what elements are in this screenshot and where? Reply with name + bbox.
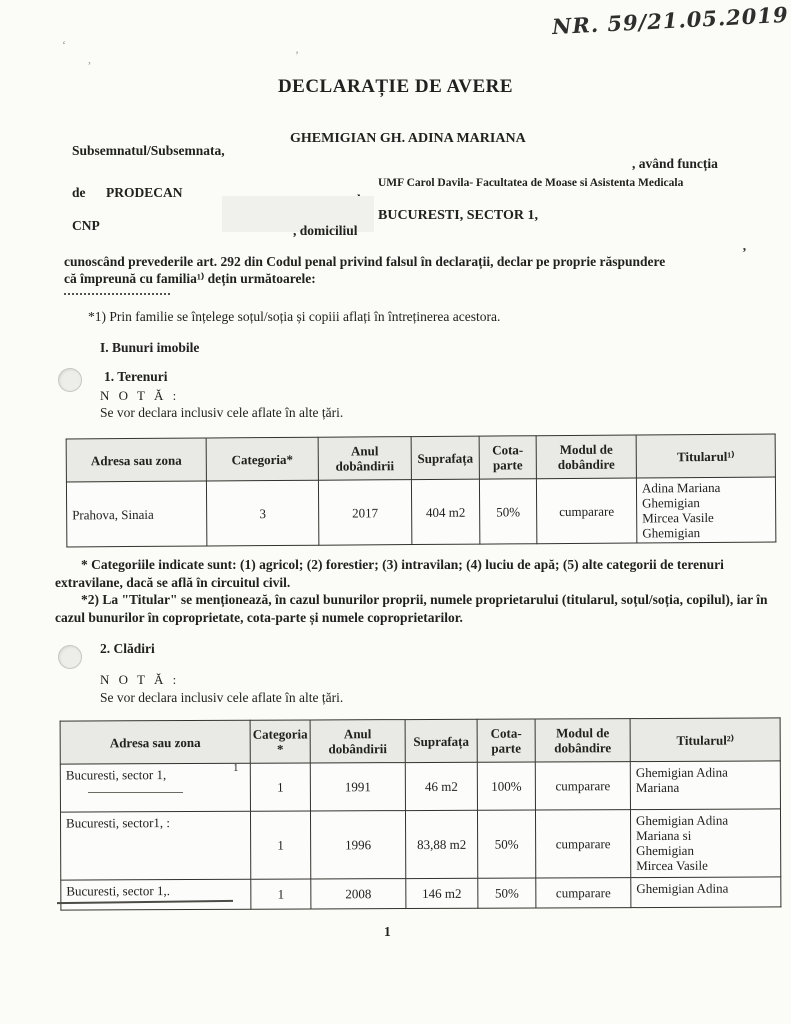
address-marker: 1 bbox=[233, 762, 239, 774]
table-cell: 50% bbox=[477, 810, 535, 878]
column-header: Modul de dobândire bbox=[535, 719, 630, 762]
subsection-terenuri: 1. Terenuri bbox=[104, 369, 168, 384]
table-row bbox=[60, 761, 780, 812]
table-cell: 1 bbox=[251, 879, 311, 909]
nota-text: Se vor declara inclusiv cele aflate în alte țări. bbox=[100, 405, 344, 420]
domicile-value: BUCURESTI, SECTOR 1, bbox=[378, 208, 539, 223]
declaration-paragraph bbox=[64, 253, 774, 287]
cnp-label: CNP bbox=[72, 218, 100, 233]
family-footnote: *1) Prin familie se înțelege soțul/soția și copiii aflați în întreținerea acestora. bbox=[88, 309, 501, 324]
column-header: Cota- parte bbox=[479, 436, 536, 479]
declaration-line2: că împreună cu familia¹⁾ dețin următoarele: bbox=[64, 271, 316, 286]
address-redaction-line bbox=[88, 792, 183, 793]
column-header: Suprafața bbox=[411, 436, 479, 479]
dotted-line bbox=[64, 285, 170, 295]
table-cell: 404 m2 bbox=[411, 479, 479, 544]
table-cell: 3 bbox=[206, 480, 318, 546]
column-header: Categoria* bbox=[250, 720, 310, 763]
document-title: DECLARAȚIE DE AVERE bbox=[277, 76, 514, 97]
institution-name: UMF Carol Davila- Facultatea de Moase si Asistenta Medicala bbox=[378, 177, 684, 189]
footnote-categories: * Categoriile indicate sunt: (1) agricol; (2) forestier; (3) intravilan; (4) luciu de apă; (5) alte categorii de terenuri extravilane, dacă se află în circuitul civil. bbox=[55, 557, 724, 590]
table-cell: 83,88 m2 bbox=[405, 810, 477, 878]
scan-artifact: , bbox=[88, 52, 91, 66]
column-header: Adresa sau zona bbox=[66, 438, 206, 482]
table-cell: 1 bbox=[250, 811, 310, 879]
nota-label: N O T Ă : bbox=[100, 672, 180, 687]
hole-punch-mark bbox=[58, 368, 82, 392]
table-cell: 46 m2 bbox=[405, 762, 477, 810]
table-cell: Ghemigian Adina bbox=[631, 877, 781, 908]
table-row bbox=[61, 877, 781, 910]
table-cell: cumparare bbox=[536, 878, 631, 908]
table-cell: 1991 bbox=[310, 763, 405, 811]
scan-artifact: ‘ bbox=[62, 38, 66, 52]
table-cell: 1996 bbox=[310, 811, 405, 879]
declaration-line1: cunoscând prevederile art. 292 din Codul penal privind falsul în declarații, declar pe proprie răspundere bbox=[64, 254, 666, 269]
column-header: Suprafața bbox=[405, 719, 477, 762]
nota-label: N O T Ă : bbox=[100, 388, 180, 403]
subsection-cladiri: 2. Clădiri bbox=[100, 641, 155, 656]
table-cell: Prahova, Sinaia bbox=[66, 481, 206, 547]
terenuri-table bbox=[66, 434, 777, 548]
column-header: Adresa sau zona bbox=[60, 720, 250, 764]
terenuri-table-wrap bbox=[66, 436, 776, 545]
scan-artifact: ’ bbox=[742, 246, 747, 261]
table-cell: 50% bbox=[479, 479, 536, 544]
footnote-titular: *2) La "Titular" se menționează, în cazul bunurilor proprii, numele proprietarului (titularul, soțul/soția, copilul), iar în cazul bunurilor în coproprietate, cota-parte și numele coproprietarilor. bbox=[55, 592, 768, 625]
table-cell: 50% bbox=[478, 878, 536, 908]
hole-punch-mark bbox=[58, 645, 82, 669]
nota-text: Se vor declara inclusiv cele aflate în alte țări. bbox=[100, 690, 344, 705]
column-header: Titularul¹⁾ bbox=[636, 434, 775, 478]
column-header: Categoria* bbox=[206, 437, 318, 481]
domiciliul-label: , domiciliul bbox=[293, 223, 358, 238]
column-header: Anul dobândirii bbox=[310, 720, 405, 763]
de-label: de bbox=[72, 185, 86, 200]
section-heading-bunuri-imobile: I. Bunuri imobile bbox=[100, 340, 200, 355]
table-footnotes bbox=[55, 556, 779, 626]
table-cell: Bucuresti, sector 1, bbox=[60, 763, 250, 812]
column-header: Anul dobândirii bbox=[318, 437, 411, 481]
cladiri-header-row bbox=[60, 718, 780, 764]
handwritten-registration-number: NR. 59/21.05.2019 bbox=[551, 1, 790, 40]
column-header: Cota- parte bbox=[477, 719, 535, 762]
subsemnatul-label: Subsemnatul/Subsemnata, bbox=[72, 143, 225, 158]
table-cell: Adina Mariana Ghemigian Mircea Vasile Ghemigian bbox=[636, 477, 775, 543]
table-cell: 2017 bbox=[318, 480, 411, 546]
terenuri-header-row bbox=[66, 434, 775, 482]
table-cell: Ghemigian Adina Mariana si Ghemigian Mircea Vasile bbox=[630, 809, 780, 878]
column-header: Modul de dobândire bbox=[536, 435, 636, 479]
column-header: Titularul²⁾ bbox=[630, 718, 780, 762]
table-cell: 100% bbox=[477, 762, 535, 810]
table-cell: cumparare bbox=[535, 762, 630, 810]
table-cell: Ghemigian Adina Mariana bbox=[630, 761, 780, 810]
table-cell: Bucuresti, sector1, : bbox=[60, 811, 250, 880]
avand-functia-label: , având funcția bbox=[632, 156, 718, 171]
table-cell: 2008 bbox=[311, 879, 406, 909]
function-value: PRODECAN bbox=[106, 185, 183, 200]
table-row bbox=[60, 809, 780, 880]
table-cell: 146 m2 bbox=[406, 878, 478, 908]
table-cell: 1 bbox=[250, 763, 310, 811]
page-number: 1 bbox=[384, 924, 391, 939]
table-row bbox=[66, 477, 775, 547]
cladiri-table-wrap bbox=[60, 719, 781, 909]
cladiri-table bbox=[60, 717, 782, 910]
scan-artifact: ’ bbox=[295, 48, 299, 62]
declarant-name: GHEMIGIAN GH. ADINA MARIANA bbox=[290, 131, 526, 146]
table-cell: cumparare bbox=[536, 478, 636, 544]
table-cell: Bucuresti, sector 1,. bbox=[61, 879, 251, 910]
table-cell: cumparare bbox=[535, 810, 630, 878]
